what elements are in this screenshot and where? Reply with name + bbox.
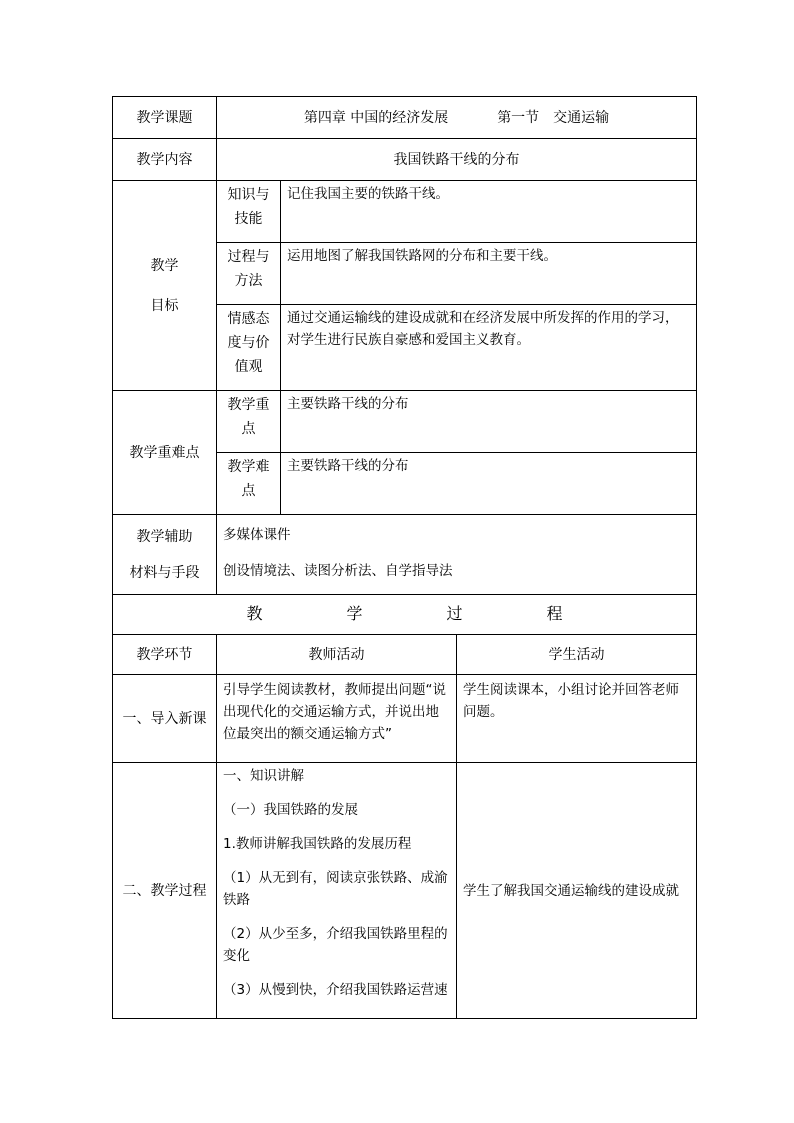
keypoint-sublabel-line: 教学重	[227, 397, 270, 413]
keypoint-row	[113, 391, 697, 453]
process-title-char: 程	[546, 604, 563, 623]
teacher-header: 教师活动	[217, 635, 457, 675]
goal-sublabel-line: 度与价	[227, 335, 270, 351]
process-title-row	[113, 595, 697, 635]
lesson-plan-table	[112, 96, 697, 1019]
goal-sublabel-line: 值观	[234, 359, 263, 375]
teacher-activity-line: （2）从少至多，介绍我国铁路里程的变化	[223, 926, 448, 964]
goal-sublabel-line: 技能	[234, 211, 263, 227]
keypoint-sublabel-line: 点	[241, 421, 256, 437]
process-row	[113, 675, 697, 763]
section-title: 第一节 交通运输	[497, 109, 610, 126]
process-header-row	[113, 635, 697, 675]
teacher-activity	[217, 763, 457, 1019]
teacher-activity: 引导学生阅读教材，教师提出问题“说出现代化的交通运输方式，并说出地位最突出的额交通运输方式”	[217, 675, 457, 763]
content-label: 教学内容	[113, 139, 217, 181]
keypoints-label: 教学重难点	[113, 391, 217, 515]
topic-row	[113, 97, 697, 139]
goal-sublabel-line: 情感态	[227, 311, 270, 327]
goal-sublabel	[217, 243, 281, 305]
goal-sublabel	[217, 181, 281, 243]
goal-text: 通过交通运输线的建设成就和在经济发展中所发挥的作用的学习，对学生进行民族自豪感和爱国主义教育。	[281, 305, 697, 391]
stage-cell: 一、导入新课	[113, 675, 217, 763]
keypoint-sublabel	[217, 391, 281, 453]
content-value: 我国铁路干线的分布	[217, 139, 697, 181]
student-activity: 学生了解我国交通运输线的建设成就	[457, 763, 697, 1019]
aids-label	[113, 515, 217, 595]
topic-label: 教学课题	[113, 97, 217, 139]
goals-label	[113, 181, 217, 391]
process-title-char: 教	[246, 604, 263, 623]
process-row	[113, 763, 697, 1019]
goals-label-line2: 目标	[150, 297, 179, 314]
aids-line: 多媒体课件	[223, 527, 291, 543]
process-title-char: 过	[446, 604, 463, 623]
teacher-activity-line: （3）从慢到快，介绍我国铁路运营速	[223, 982, 448, 998]
teacher-activity-line: 一、知识讲解	[223, 768, 304, 784]
aids-row	[113, 515, 697, 595]
goal-text: 运用地图了解我国铁路网的分布和主要干线。	[281, 243, 697, 305]
goal-sublabel-line: 过程与	[227, 249, 270, 265]
keypoint-sublabel-line: 教学难	[227, 459, 270, 475]
goal-sublabel-line: 方法	[234, 273, 263, 289]
goal-sublabel	[217, 305, 281, 391]
teacher-activity-line: （1）从无到有，阅读京张铁路、成渝铁路	[223, 870, 448, 908]
teacher-activity-line: （一）我国铁路的发展	[223, 802, 358, 818]
teacher-activity-line: 1.教师讲解我国铁路的发展历程	[223, 836, 412, 852]
process-title-char: 学	[346, 604, 363, 623]
student-activity: 学生阅读课本，小组讨论并回答老师问题。	[457, 675, 697, 763]
aids-text	[217, 515, 697, 595]
content-row	[113, 139, 697, 181]
keypoint-sublabel	[217, 453, 281, 515]
keypoint-text: 主要铁路干线的分布	[281, 391, 697, 453]
goal-sublabel-line: 知识与	[227, 187, 270, 203]
stage-cell: 二、教学过程	[113, 763, 217, 1019]
topic-value	[217, 97, 697, 139]
aids-line: 创设情境法、读图分析法、自学指导法	[223, 563, 453, 579]
student-header: 学生活动	[457, 635, 697, 675]
aids-label-line2: 材料与手段	[129, 564, 200, 581]
keypoint-text: 主要铁路干线的分布	[281, 453, 697, 515]
goal-row	[113, 181, 697, 243]
goal-text: 记住我国主要的铁路干线。	[281, 181, 697, 243]
keypoint-sublabel-line: 点	[241, 483, 256, 499]
process-title	[113, 595, 697, 635]
goals-label-line1: 教学	[150, 257, 179, 274]
chapter-title: 第四章 中国的经济发展	[303, 109, 449, 126]
stage-header: 教学环节	[113, 635, 217, 675]
aids-label-line1: 教学辅助	[136, 528, 193, 545]
